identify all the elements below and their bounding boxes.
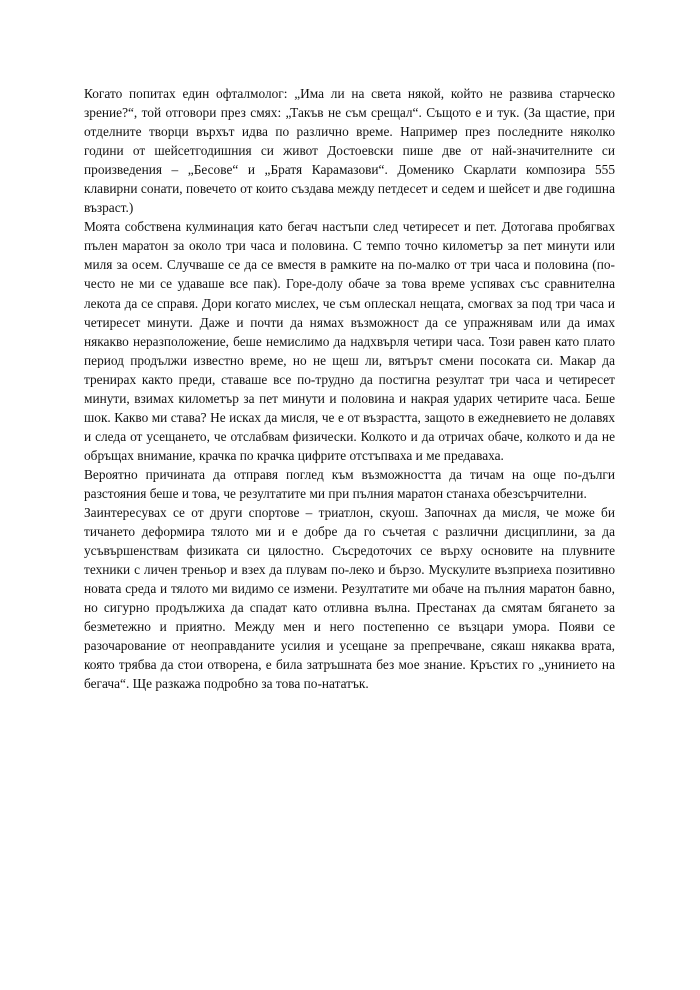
paragraph-1: Когато попитах един офталмолог: „Има ли на света някой, който не развива старческо зрение?“, той отговори през смях: „Такъв не съм срещал“. Същото е и тук. (За щастие, при отделните творци върхът идва по различно време. Например през последните няколко години от шейсетгодишния си живот Достоевски пише две от най-значителните си произведения – „Бесове“ и „Братя Карамазови“. Доменико Скарлати композира 555 клавирни сонати, повечето от които създава между петдесет и седем и шейсет и две годишна възраст.) xyxy=(84,86,615,216)
body-text xyxy=(84,84,615,694)
paragraph-2: Моята собствена кулминация като бегач настъпи след четиресет и пет. Дотогава пробягвах пълен маратон за около три часа и половина. С темпо точно километър за пет минути или миля за осем. Случваше се да се вместя в рамките на по-малко от три часа и половина (по-често не ми се удаваше все пак). Горе-долу обаче за това време успявах със сравнителна лекота да се справя. Дори когато мислех, че съм оплескал нещата, смогвах за под три часа и четиресет минути. Даже и почти да нямах възможност да се упражнявам или да имах някакво неразположение, беше немислимо да надхвърля четири часа. Този равен като плато период продължи известно време, но не щеш ли, вятърът смени посоката си. Макар да тренирах както преди, ставаше все по-трудно да постигна резултат три часа и четиресет минути, взимах километър за пет минути и половина и накрая ударих четирите часа. Беше шок. Какво ми става? Не исках да мисля, че е от възрастта, защото в ежедневието не долавях и следа от усещането, че отслабвам физически. Колкото и да отричах обаче, колкото и да не обръщах внимание, крачка по крачка цифрите отстъпваха и ме предаваха. xyxy=(84,219,615,463)
paragraph-3: Вероятно причината да отправя поглед към възможността да тичам на още по-дълги разстояния беше и това, че резултатите ми при пълния маратон станаха обезсърчителни. xyxy=(84,466,615,501)
paragraph-4: Заинтересувах се от други спортове – триатлон, скуош. Започнах да мисля, че може би тичането деформира тялото ми и е добре да го съчетая с различни дисциплини, за да усъвършенствам физиката си цялостно. Съсредоточих се върху основите на плувните техники с личен треньор и взех да плувам по-леко и бързо. Мускулите възприеха позитивно новата среда и тялото ми видимо се измени. Резултатите ми обаче на пълния маратон бавно, но сигурно продължиха да спадат като отливна вълна. Престанах да смятам бягането за безметежно и приятно. Между мен и него постепенно се възцари умора. Появи се разочарование от неоправданите усилия и усещане за препречване, сякаш някаква врата, която трябва да стои отворена, е била затръшната без мое знание. Кръстих го „унинието на бегача“. Ще разкажа подробно за това по-нататък. xyxy=(84,505,615,692)
